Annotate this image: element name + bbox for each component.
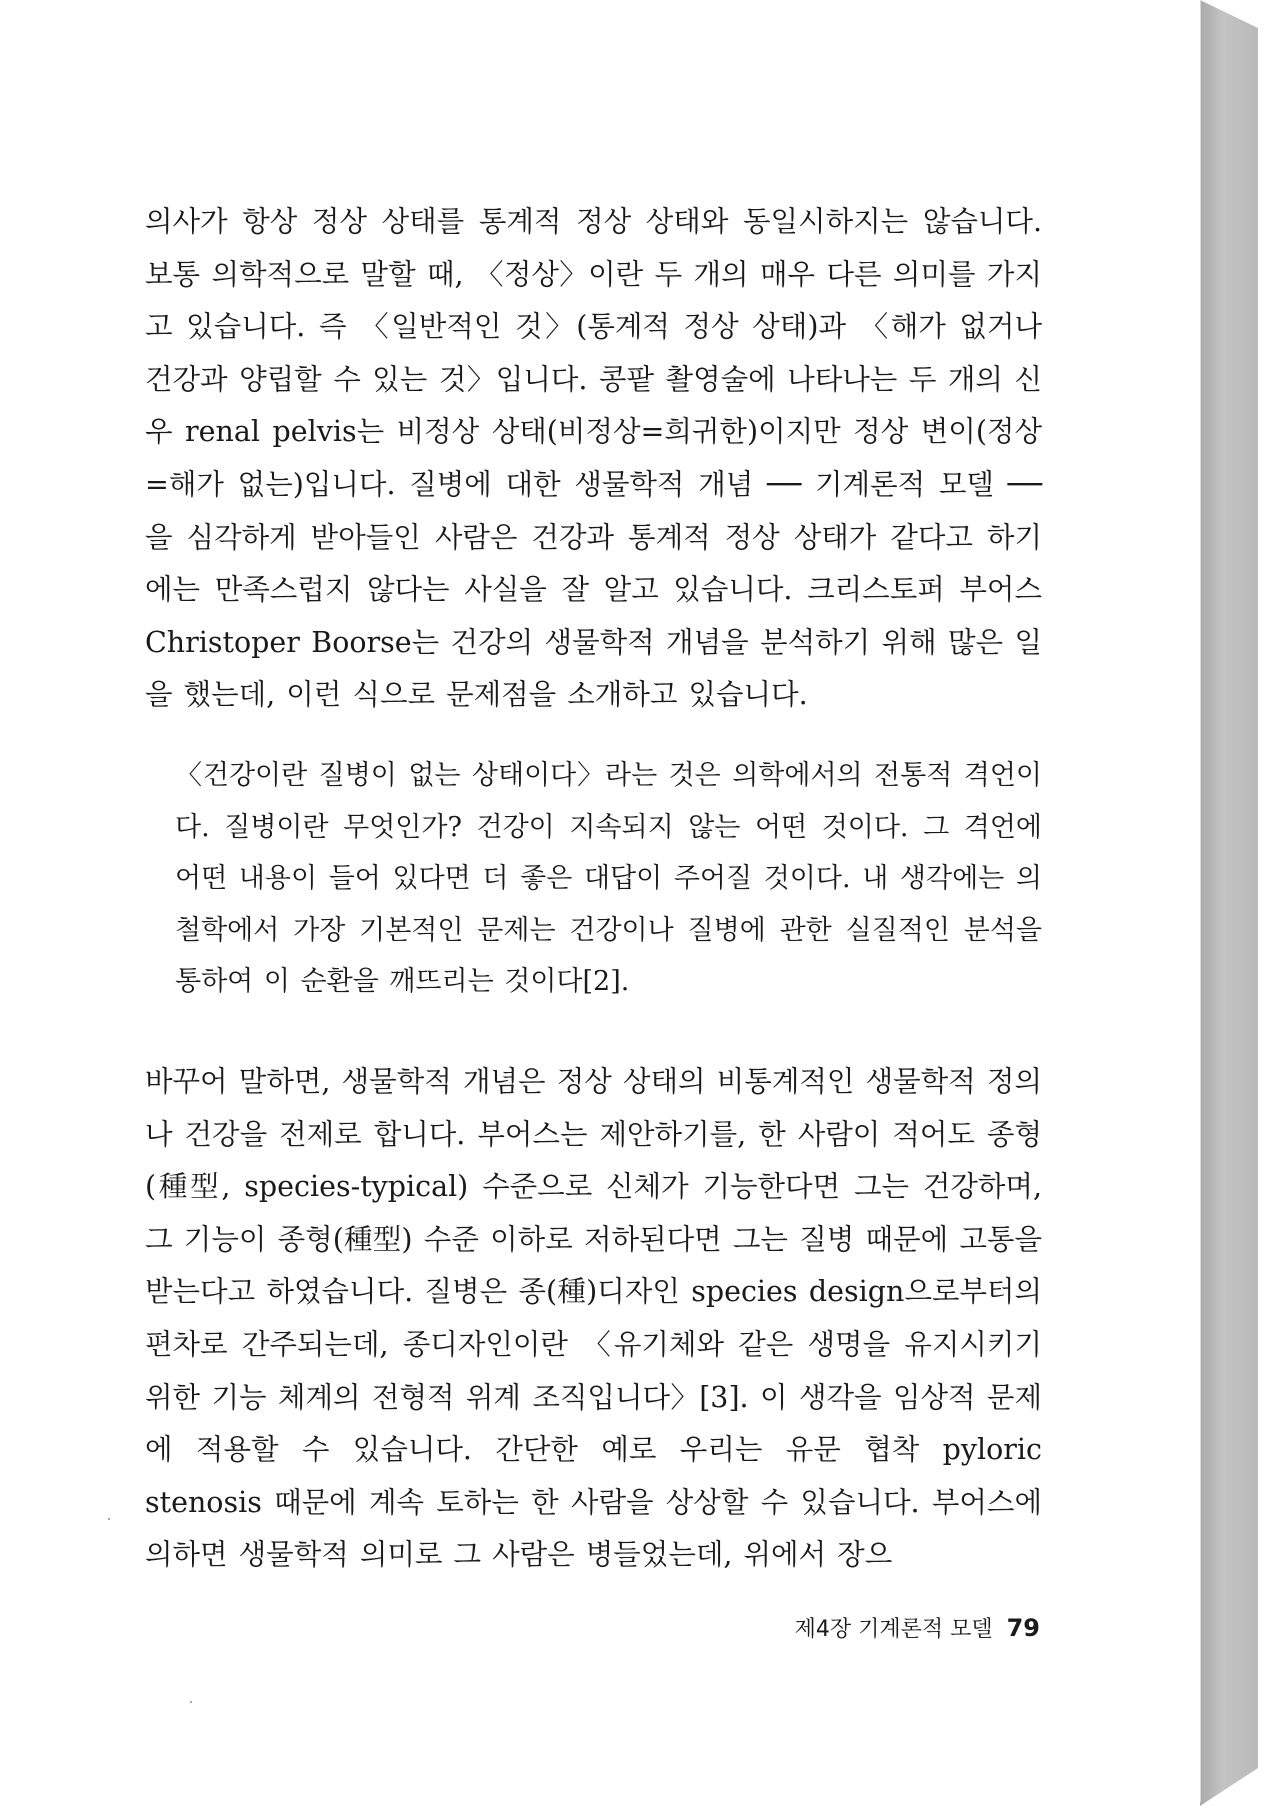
book-edge [1200, 0, 1258, 1806]
scan-speck [108, 1518, 110, 1520]
paragraph-2: 바꾸어 말하면, 생물학적 개념은 정상 상태의 비통계적인 생물학적 정의나 건강을 전제로 합니다. 부어스는 제안하기를, 한 사람이 적어도 종형(種型, species-typical) 수준으로 신체가 기능한다면 그는 건강하며, 그 기능이 종형(種型) 수준 이하로 저하된다면 그는 질병 때문에 고통을 받는다고 하였습니다. 질병은 종(種)디자인 species design으로부터의 편차로 간주되는데, 종디자인이란 〈유기체와 같은 생명을 유지시키기 위한 기능 체계의 전형적 위계 조직입니다〉[3]. 이 생각을 임상적 문제에 적용할 수 있습니다. 간단한 예로 우리는 유문 협착 pyloric stenosis 때문에 계속 토하는 한 사람을 상상할 수 있습니다. 부어스에 의하면 생물학적 의미로 그 사람은 병들었는데, 위에서 장으 [145, 1065, 1042, 1572]
block-quote: 〈건강이란 질병이 없는 상태이다〉라는 것은 의학에서의 전통적 격언이다. 질병이란 무엇인가? 건강이 지속되지 않는 어떤 것이다. 그 격언에 어떤 내용이 들어 있다면 더 좋은 대답이 주어질 것이다. 내 생각에는 의철학에서 가장 기본적인 문제는 건강이나 질병에 관한 실질적인 분석을 통하여 이 순환을 깨뜨리는 것이다[2]. [175, 760, 1042, 997]
chapter-title: 제4장 기계론적 모델 [794, 1617, 993, 1642]
scan-speck [190, 1701, 192, 1703]
page-number: 79 [1006, 1614, 1040, 1642]
page-footer [795, 1612, 1040, 1643]
paragraph-1: 의사가 항상 정상 상태를 통계적 정상 상태와 동일시하지는 않습니다. 보통 의학적으로 말할 때, 〈정상〉이란 두 개의 매우 다른 의미를 가지고 있습니다. 즉 〈일반적인 것〉(통계적 정상 상태)과 〈해가 없거나 건강과 양립할 수 있는 것〉입니다. 콩팥 촬영술에 나타나는 두 개의 신우 renal pelvis는 비정상 상태(비정상=희귀한)이지만 정상 변이(정상=해가 없는)입니다. 질병에 대한 생물학적 개념 ── 기계론적 모델 ── 을 심각하게 받아들인 사람은 건강과 통계적 정상 상태가 같다고 하기에는 만족스럽지 않다는 사실을 잘 알고 있습니다. 크리스토퍼 부어스 Christoper Boorse는 건강의 생물학적 개념을 분석하기 위해 많은 일을 했는데, 이런 식으로 문제점을 소개하고 있습니다. [145, 205, 1042, 712]
